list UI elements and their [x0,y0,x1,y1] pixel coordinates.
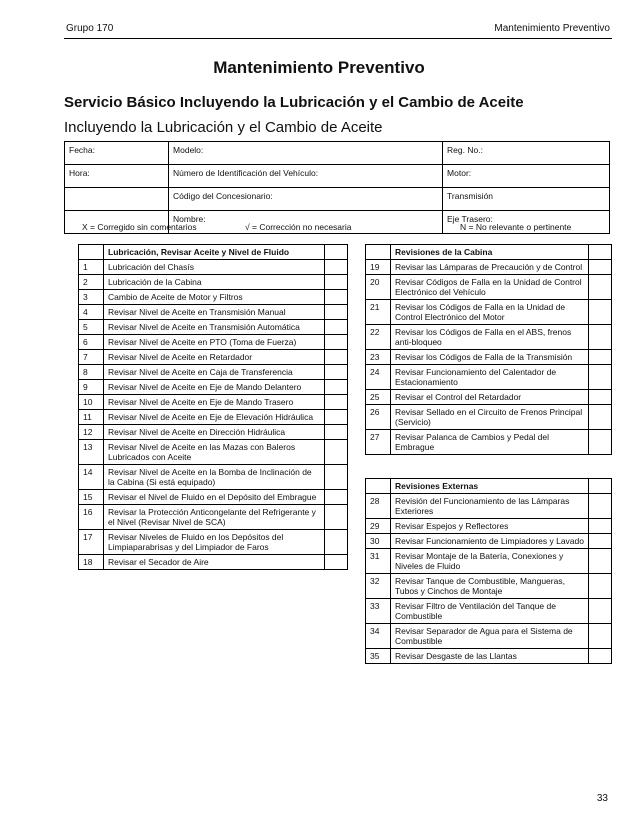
checkbox-cell[interactable] [325,395,348,410]
info-row [65,165,610,188]
checklist-row [79,505,348,530]
checkbox-cell[interactable] [589,624,612,649]
checkbox-cell[interactable] [589,574,612,599]
cabin-checklist [365,244,612,455]
item-text: Revisar Espejos y Reflectores [391,519,589,534]
legend-not-relevant: N = No relevante o pertinente [460,222,572,232]
item-number: 14 [79,465,104,490]
item-text: Revisar Montaje de la Batería, Conexiones y Niveles de Fluido [391,549,589,574]
checkbox-cell[interactable] [589,534,612,549]
checklist-row [366,430,612,455]
item-number: 26 [366,405,391,430]
item-text: Lubricación del Chasís [104,260,325,275]
checklist-row [79,380,348,395]
checkbox-cell[interactable] [325,350,348,365]
page-title: Mantenimiento Preventivo [213,58,425,77]
item-text: Revisar Funcionamiento del Calentador de Estacionamiento [391,365,589,390]
page-subtitle: Servicio Básico Incluyendo la Lubricación y el Cambio de Aceite [64,94,524,111]
item-number: 21 [366,300,391,325]
checkbox-cell[interactable] [589,260,612,275]
legend-not-needed: √ = Corrección no necesaria [245,222,352,232]
item-number: 31 [366,549,391,574]
info-field-label [65,188,169,211]
info-field-label: Reg. No.: [443,142,610,165]
lubrication-checklist [78,244,348,570]
checkbox-cell[interactable] [589,494,612,519]
checklist-row [366,390,612,405]
checklist-heading-row [79,245,348,260]
item-number: 20 [366,275,391,300]
checkbox-cell[interactable] [589,390,612,405]
checklist-row [366,300,612,325]
page-subtitle-secondary: Incluyendo la Lubricación y el Cambio de Aceite [64,119,383,136]
item-number: 29 [366,519,391,534]
info-field-label: Número de Identificación del Vehículo: [169,165,443,188]
checkbox-cell[interactable] [589,325,612,350]
info-field-label: Hora: [65,165,169,188]
item-number: 25 [366,390,391,405]
checklist-row [366,260,612,275]
info-table [64,141,610,234]
item-number: 32 [366,574,391,599]
checklist-row [79,490,348,505]
item-number: 34 [366,624,391,649]
checklist-row [366,574,612,599]
checklist-row [79,350,348,365]
checklist-heading-row [366,479,612,494]
checkbox-cell[interactable] [325,555,348,570]
item-number: 22 [366,325,391,350]
checkbox-cell[interactable] [325,290,348,305]
info-row [65,142,610,165]
checkbox-cell[interactable] [325,490,348,505]
item-number: 24 [366,365,391,390]
item-text: Revisar los Códigos de Falla en el ABS, frenos anti-bloqueo [391,325,589,350]
checklist-row [366,494,612,519]
item-number: 19 [366,260,391,275]
item-text: Lubricación de la Cabina [104,275,325,290]
checklist-row [366,519,612,534]
item-number: 1 [79,260,104,275]
info-field-label: Fecha: [65,142,169,165]
item-text: Revisar Nivel de Aceite en la Bomba de Inclinación de la Cabina (Si está equipado) [104,465,325,490]
checkbox-cell[interactable] [589,599,612,624]
header-group: Grupo 170 [66,23,114,34]
checkbox-cell[interactable] [325,465,348,490]
checklist-row [79,275,348,290]
checkbox-cell[interactable] [589,350,612,365]
item-text: Revisar el Nivel de Fluido en el Depósito del Embrague [104,490,325,505]
checklist-row [366,325,612,350]
item-number: 13 [79,440,104,465]
item-number: 2 [79,275,104,290]
checklist-row [79,365,348,380]
checkbox-cell[interactable] [325,275,348,290]
item-text: Revisar Sellado en el Circuito de Frenos Principal (Servicio) [391,405,589,430]
checklist-row [366,624,612,649]
item-number: 11 [79,410,104,425]
item-text: Revisar Nivel de Aceite en Caja de Transferencia [104,365,325,380]
checklist-row [79,260,348,275]
item-text: Revisar los Códigos de Falla de la Transmisión [391,350,589,365]
checklist-row [79,425,348,440]
checklist-row [79,410,348,425]
item-number: 16 [79,505,104,530]
info-field-label: Transmisión [443,188,610,211]
item-number: 8 [79,365,104,380]
checklist-row [79,530,348,555]
item-number: 6 [79,335,104,350]
item-number: 5 [79,320,104,335]
item-text: Revisar Nivel de Aceite en las Mazas con Baleros Lubricados con Aceite [104,440,325,465]
item-text: Revisar Palanca de Cambios y Pedal del Embrague [391,430,589,455]
item-text: Revisar los Códigos de Falla en la Unidad de Control Electrónico del Motor [391,300,589,325]
info-field-label: Modelo: [169,142,443,165]
info-field-label: Eje Trasero: [443,211,610,234]
item-number: 10 [79,395,104,410]
item-text: Revisar Funcionamiento de Limpiadores y Lavado [391,534,589,549]
item-number: 4 [79,305,104,320]
checklist-row [366,405,612,430]
item-text: Revisar Nivel de Aceite en Dirección Hidráulica [104,425,325,440]
page-number: 33 [596,793,608,804]
item-text: Cambio de Aceite de Motor y Filtros [104,290,325,305]
item-number: 23 [366,350,391,365]
item-number: 28 [366,494,391,519]
header-divider [64,38,612,39]
info-field-label: Nombre: [169,211,443,234]
item-number: 18 [79,555,104,570]
item-number: 3 [79,290,104,305]
info-row [65,188,610,211]
checklist-row [79,290,348,305]
item-text: Revisar el Secador de Aire [104,555,325,570]
checklist-row [79,465,348,490]
section-heading: Revisiones de la Cabina [391,245,589,260]
item-text: Revisar Nivel de Aceite en Eje de Mando Trasero [104,395,325,410]
item-text: Revisar las Lámparas de Precaución y de Control [391,260,589,275]
header-section: Mantenimiento Preventivo [494,23,610,34]
section-heading: Revisiones Externas [391,479,589,494]
item-text: Revisión del Funcionamiento de las Lámparas Exteriores [391,494,589,519]
checklist-row [366,649,612,664]
checklist-row [366,275,612,300]
item-number: 7 [79,350,104,365]
checklist-row [79,305,348,320]
checkbox-cell[interactable] [589,649,612,664]
item-text: Revisar Tanque de Combustible, Mangueras, Tubos y Cinchos de Montaje [391,574,589,599]
checkbox-cell[interactable] [325,410,348,425]
checklist-row [366,350,612,365]
info-field-label: Motor: [443,165,610,188]
item-text: Revisar Separador de Agua para el Sistema de Combustible [391,624,589,649]
external-checklist [365,478,612,664]
checklist-row [79,335,348,350]
checklist-row [79,440,348,465]
checkbox-cell[interactable] [325,440,348,465]
item-text: Revisar Filtro de Ventilación del Tanque de Combustible [391,599,589,624]
checklist-row [366,599,612,624]
item-text: Revisar Nivel de Aceite en Eje de Elevación Hidráulica [104,410,325,425]
checklist-row [79,395,348,410]
checkbox-cell[interactable] [325,530,348,555]
item-text: Revisar Niveles de Fluido en los Depósitos del Limpiaparabrisas y del Limpiador de Faros [104,530,325,555]
checklist-row [366,534,612,549]
item-text: Revisar Nivel de Aceite en Transmisión Manual [104,305,325,320]
item-number: 33 [366,599,391,624]
legend-corrected: X = Corregido sin comentarios [82,222,197,232]
checkbox-cell[interactable] [325,335,348,350]
checkbox-cell[interactable] [589,549,612,574]
checkbox-cell[interactable] [589,430,612,455]
item-number: 9 [79,380,104,395]
checklist-row [79,320,348,335]
item-number: 17 [79,530,104,555]
item-text: Revisar Códigos de Falla en la Unidad de Control Electrónico del Vehículo [391,275,589,300]
checkbox-cell[interactable] [325,365,348,380]
item-text: Revisar Nivel de Aceite en Transmisión Automática [104,320,325,335]
section-heading: Lubricación, Revisar Aceite y Nivel de Fluido [104,245,325,260]
item-text: Revisar Nivel de Aceite en PTO (Toma de Fuerza) [104,335,325,350]
item-text: Revisar Nivel de Aceite en Retardador [104,350,325,365]
checklist-row [366,549,612,574]
item-number: 15 [79,490,104,505]
checkbox-cell[interactable] [325,320,348,335]
info-field-label: Código del Concesionario: [169,188,443,211]
checklist-heading-row [366,245,612,260]
checkbox-cell[interactable] [325,380,348,395]
item-number: 30 [366,534,391,549]
item-number: 27 [366,430,391,455]
item-text: Revisar Desgaste de las Llantas [391,649,589,664]
item-number: 35 [366,649,391,664]
item-text: Revisar Nivel de Aceite en Eje de Mando Delantero [104,380,325,395]
item-text: Revisar el Control del Retardador [391,390,589,405]
checkbox-cell[interactable] [325,260,348,275]
checkbox-cell[interactable] [325,425,348,440]
checkbox-cell[interactable] [589,300,612,325]
checklist-row [79,555,348,570]
checkbox-cell[interactable] [325,505,348,530]
item-number: 12 [79,425,104,440]
item-text: Revisar la Protección Anticongelante del Refrigerante y el Nivel (Revisar Nivel de SCA) [104,505,325,530]
checkbox-cell[interactable] [589,275,612,300]
checkbox-cell[interactable] [589,405,612,430]
checkbox-cell[interactable] [589,519,612,534]
checklist-row [366,365,612,390]
checkbox-cell[interactable] [325,305,348,320]
checkbox-cell[interactable] [589,365,612,390]
